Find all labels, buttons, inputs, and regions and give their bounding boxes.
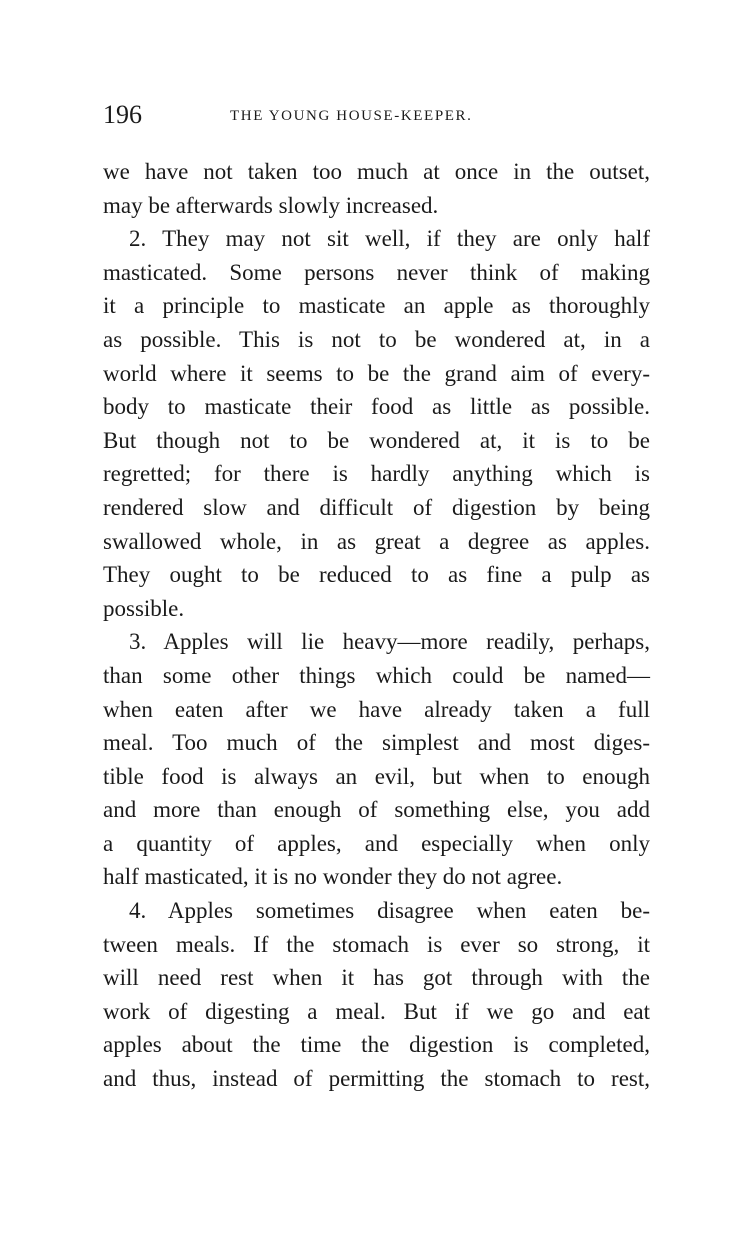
- text-line: 4. Apples sometimes disagree when eaten be-: [129, 898, 650, 924]
- text-line: world where it seems to be the grand aim of every-: [103, 360, 650, 386]
- text-line: But though not to be wondered at, it is to be: [103, 427, 650, 453]
- text-line: a quantity of apples, and especially when only: [103, 830, 650, 856]
- text-line: tible food is always an evil, but when to enough: [103, 763, 650, 789]
- text-line: 2. They may not sit well, if they are only half: [129, 226, 650, 252]
- text-line: we have not taken too much at once in the outset,: [103, 159, 650, 184]
- text-line: swallowed whole, in as great a degree as apples.: [103, 528, 650, 554]
- text-line: half masticated, it is no wonder they do not agree.: [103, 864, 563, 890]
- text-line: and more than enough of something else, you add: [103, 797, 650, 823]
- text-line: tween meals. If the stomach is ever so strong, it: [103, 931, 650, 957]
- text-line: as possible. This is not to be wondered at, in a: [103, 326, 650, 352]
- text-line: rendered slow and difficult of digestion by being: [103, 494, 650, 520]
- text-line: They ought to be reduced to as fine a pulp as: [103, 562, 650, 588]
- page-number: 196: [103, 100, 142, 129]
- running-title: THE YOUNG HOUSE-KEEPER.: [230, 108, 473, 124]
- text-line: work of digesting a meal. But if we go and eat: [103, 998, 650, 1024]
- text-line: than some other things which could be named—: [103, 662, 650, 688]
- text-line: may be afterwards slowly increased.: [103, 192, 439, 218]
- text-line: and thus, instead of permitting the stomach to rest,: [103, 1066, 650, 1092]
- text-line: will need rest when it has got through with the: [103, 965, 650, 991]
- text-line: body to masticate their food as little as possible.: [103, 394, 650, 420]
- text-line: when eaten after we have already taken a full: [103, 696, 650, 722]
- text-line: apples about the time the digestion is completed,: [103, 1032, 650, 1058]
- text-line: masticated. Some persons never think of making: [103, 259, 650, 285]
- text-line: possible.: [103, 595, 185, 621]
- running-head: [103, 98, 650, 132]
- body-text: [103, 155, 650, 1096]
- text-line: 3. Apples will lie heavy—more readily, perhaps,: [129, 629, 650, 655]
- text-line: regretted; for there is hardly anything which is: [103, 461, 650, 487]
- text-line: it a principle to masticate an apple as thoroughly: [103, 293, 650, 319]
- text-line: meal. Too much of the simplest and most diges-: [103, 730, 650, 756]
